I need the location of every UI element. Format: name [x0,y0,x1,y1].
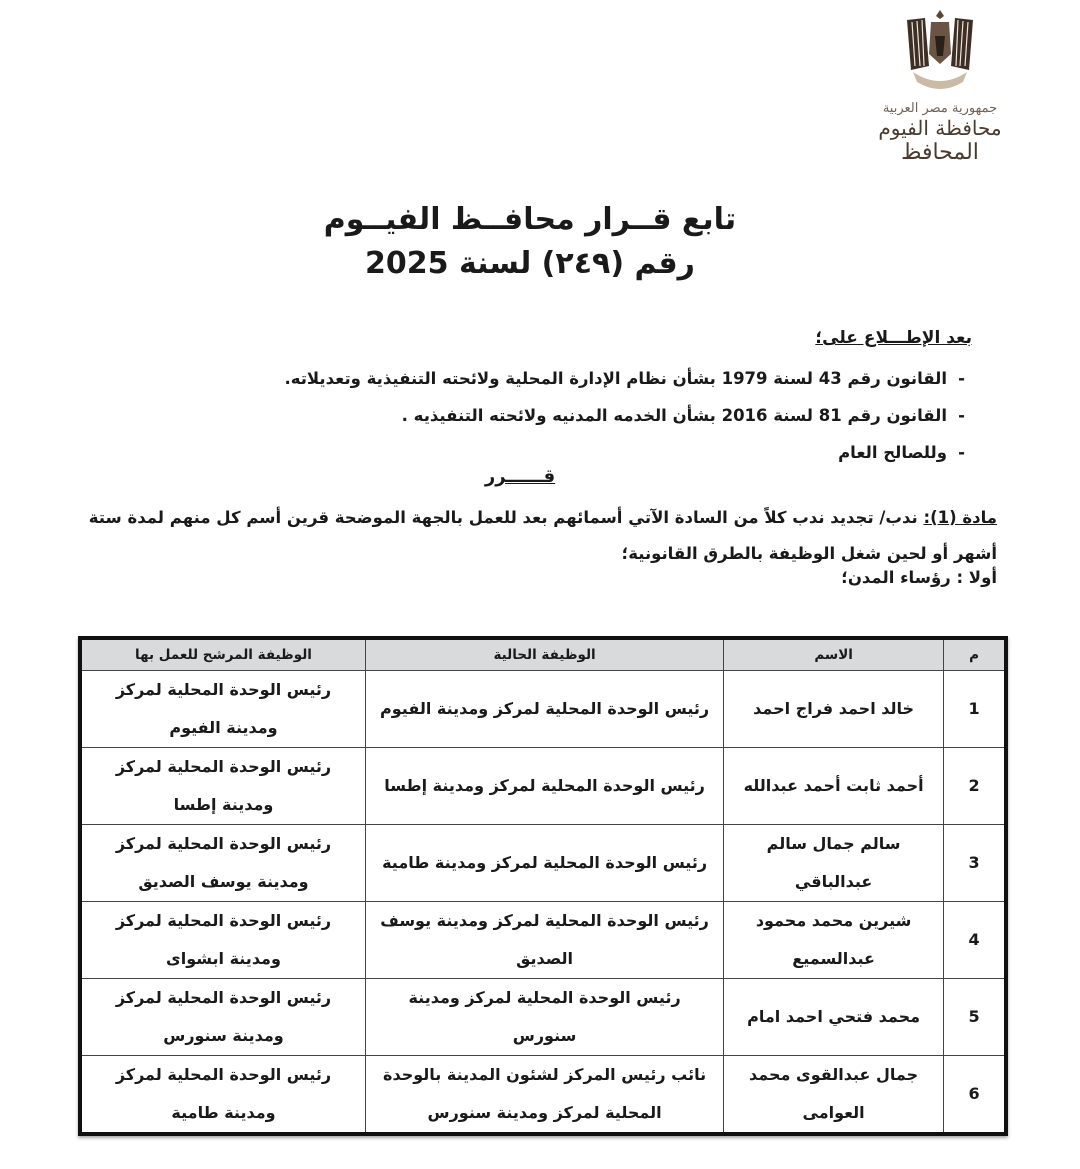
preamble-list [284,360,965,471]
row-number: 5 [944,979,1006,1056]
governorate-letterhead [850,6,1030,165]
section-heading: أولا : رؤساء المدن؛ [841,568,997,587]
row-name: محمد فتحي احمد امام [724,979,944,1056]
row-number: 6 [944,1056,1006,1135]
row-current-position: رئيس الوحدة المحلية لمركز ومدينة يوسف الصديق [365,902,723,979]
decree-title [0,198,1080,286]
table-row [80,671,1006,748]
assignments-table [78,636,1008,1136]
row-name: أحمد ثابت أحمد عبدالله [724,748,944,825]
row-nominated-position: رئيس الوحدة المحلية لمركز ومدينة سنورس [80,979,365,1056]
row-number: 1 [944,671,1006,748]
preamble-item: - وللصالح العام [284,434,965,471]
table-row [80,748,1006,825]
row-current-position: رئيس الوحدة المحلية لمركز ومدينة الفيوم [365,671,723,748]
row-current-position: رئيس الوحدة المحلية لمركز ومدينة سنورس [365,979,723,1056]
row-name: جمال عبدالقوى محمد العوامى [724,1056,944,1135]
table-row [80,825,1006,902]
preamble-item: - القانون رقم 43 لسنة 1979 بشأن نظام الإدارة المحلية ولائحته التنفيذية وتعديلاته. [284,360,965,397]
row-current-position: رئيس الوحدة المحلية لمركز ومدينة طامية [365,825,723,902]
letterhead-governor: المحافظ [901,139,979,165]
col-header-nominated-position: الوظيفة المرشح للعمل بها [80,638,365,671]
row-nominated-position: رئيس الوحدة المحلية لمركز ومدينة الفيوم [80,671,365,748]
table-row [80,902,1006,979]
row-nominated-position: رئيس الوحدة المحلية لمركز ومدينة ابشواى [80,902,365,979]
letterhead-republic: جمهورية مصر العربية [882,101,998,116]
decision-heading-wrap [0,466,1080,487]
row-name: خالد احمد فراج احمد [724,671,944,748]
row-name: شيرين محمد محمود عبدالسميع [724,902,944,979]
col-header-current-position: الوظيفة الحالية [365,638,723,671]
preamble-item: - القانون رقم 81 لسنة 2016 بشأن الخدمه المدنيه ولائحته التنفيذيه . [284,397,965,434]
row-name: سالم جمال سالم عبدالباقي [724,825,944,902]
table-row [80,1056,1006,1135]
decree-title-line1: تابع قــرار محافــظ الفيــوم [323,202,737,237]
row-number: 2 [944,748,1006,825]
row-number: 3 [944,825,1006,902]
row-nominated-position: رئيس الوحدة المحلية لمركز ومدينة طامية [80,1056,365,1135]
article-label: مادة (1): [923,508,997,527]
table-header-row [80,638,1006,671]
row-nominated-position: رئيس الوحدة المحلية لمركز ومدينة يوسف الصديق [80,825,365,902]
row-current-position: رئيس الوحدة المحلية لمركز ومدينة إطسا [365,748,723,825]
letterhead-governorate: محافظة الفيوم [878,115,1002,140]
col-header-number: م [944,638,1006,671]
col-header-name: الاسم [724,638,944,671]
table-row [80,979,1006,1056]
preamble-heading: بعد الإطـــلاع على؛ [815,328,972,348]
eagle-emblem-icon [895,6,985,98]
row-nominated-position: رئيس الوحدة المحلية لمركز ومدينة إطسا [80,748,365,825]
article-1 [77,500,997,572]
row-number: 4 [944,902,1006,979]
row-current-position: نائب رئيس المركز لشئون المدينة بالوحدة المحلية لمركز ومدينة سنورس [365,1056,723,1135]
decision-heading: قــــــرر [484,466,556,487]
article-text: ندب/ تجديد ندب كلاً من السادة الآتي أسمائهم بعد للعمل بالجهة الموضحة قرين أسم كل منهم لمدة ستة أشهر أو لحين شغل الوظيفة بالطرق القانونية؛ [88,508,997,563]
decree-title-line2: رقم (٢٤٩) لسنة 2025 [365,246,695,281]
